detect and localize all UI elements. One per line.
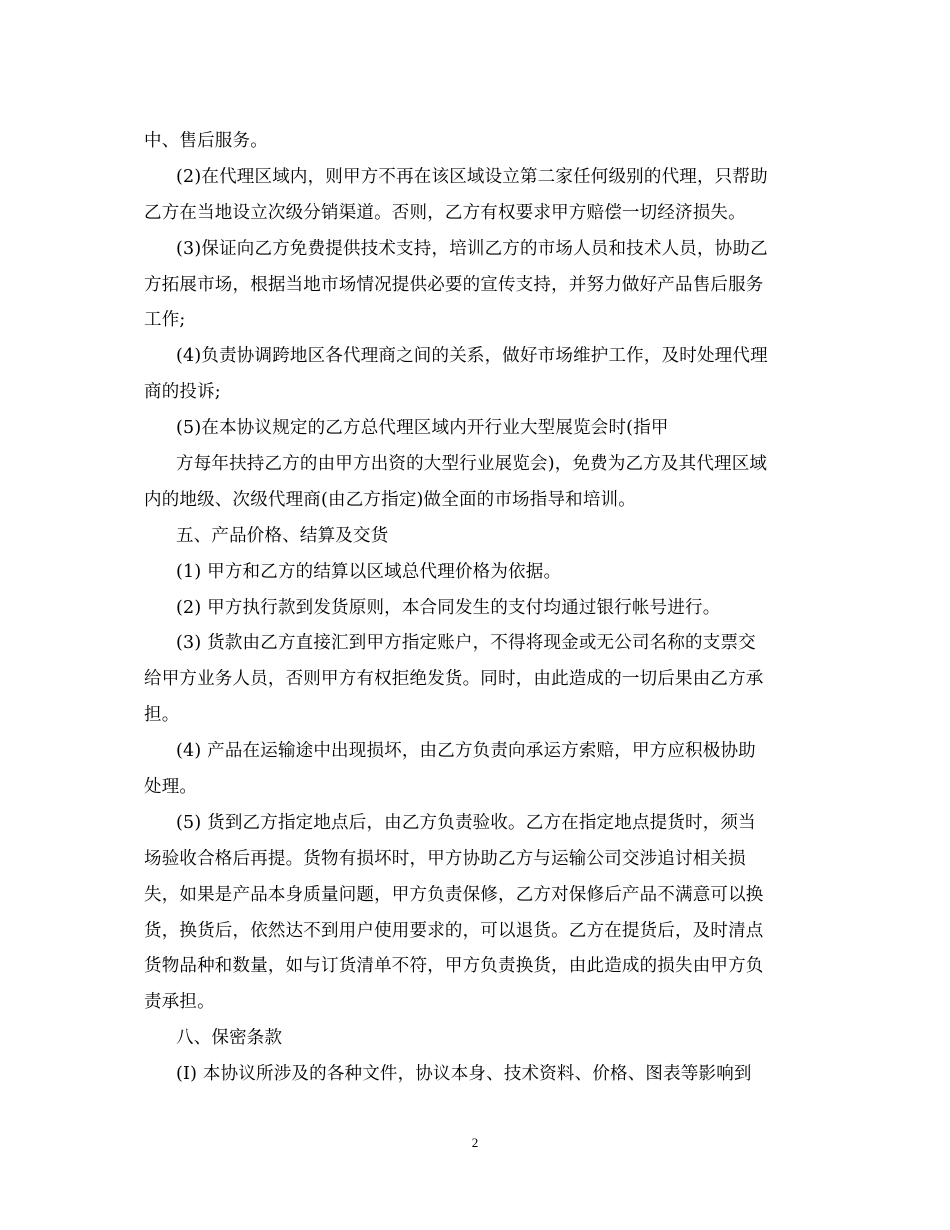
text-line: 商的投诉; [144,382,221,403]
text-line: 方每年扶持乙方的由甲方出资的大型行业展览会)，免费为乙方及其代理区域 [176,454,768,475]
text-line: (5) 货到乙方指定地点后，由乙方负责验收。乙方在指定地点提货时，须当 [176,812,756,833]
text-line: (2)在代理区域内，则甲方不再在该区域设立第二家任何级别的代理，只帮助 [176,166,768,187]
text-line: (Ⅰ) 本协议所涉及的各种文件，协议本身、技术资料、价格、图表等影响到 [176,1064,752,1085]
text-line: 方拓展市场，根据当地市场情况提供必要的宣传支持，并努力做好产品售后服务 [144,274,764,295]
text-line: (4) 产品在运输途中出现损坏，由乙方负责向承运方索赔，甲方应积极协助 [176,741,756,762]
text-line: 责承担。 [144,992,215,1013]
text-line: 处理。 [144,777,198,798]
text-line: 担。 [144,705,180,726]
section-heading: 八、保密条款 [176,1028,283,1049]
text-line: (4)负责协调跨地区各代理商之间的关系，做好市场维护工作，及时处理代理 [176,346,768,367]
section-heading: 五、产品价格、结算及交货 [176,525,389,546]
text-line: 乙方在当地设立次级分销渠道。否则，乙方有权要求甲方赔偿一切经济损失。 [144,202,746,223]
text-line: 货，换货后，依然达不到用户使用要求的，可以退货。乙方在提货后，及时清点 [144,920,764,941]
text-line: 货物品种和数量，如与订货清单不符，甲方负责换货，由此造成的损失由甲方负 [144,956,764,977]
text-line: (5)在本协议规定的乙方总代理区域内开行业大型展览会时(指甲 [176,418,669,439]
text-line: (3) 货款由乙方直接汇到甲方指定账户，不得将现金或无公司名称的支票交 [176,633,756,654]
text-line: 失，如果是产品本身质量问题，甲方负责保修，乙方对保修后产品不满意可以换 [144,884,764,905]
text-line: (2) 甲方执行款到发货原则，本合同发生的支付均通过银行帐号进行。 [176,597,721,618]
text-line: (1) 甲方和乙方的结算以区域总代理价格为依据。 [176,561,562,582]
text-line: 内的地级、次级代理商(由乙方指定)做全面的市场指导和培训。 [144,489,636,510]
text-line: 给甲方业务人员，否则甲方有权拒绝发货。同时，由此造成的一切后果由乙方承 [144,669,764,690]
text-line: (3)保证向乙方免费提供技术支持，培训乙方的市场人员和技术人员，协助乙 [176,238,768,259]
page-number: 2 [471,1135,479,1150]
text-line: 场验收合格后再提。货物有损坏时，甲方协助乙方与运输公司交涉追讨相关损 [144,848,746,869]
text-line: 中、售后服务。 [144,131,268,151]
document-body [144,124,812,1093]
text-line: 工作; [144,310,186,331]
